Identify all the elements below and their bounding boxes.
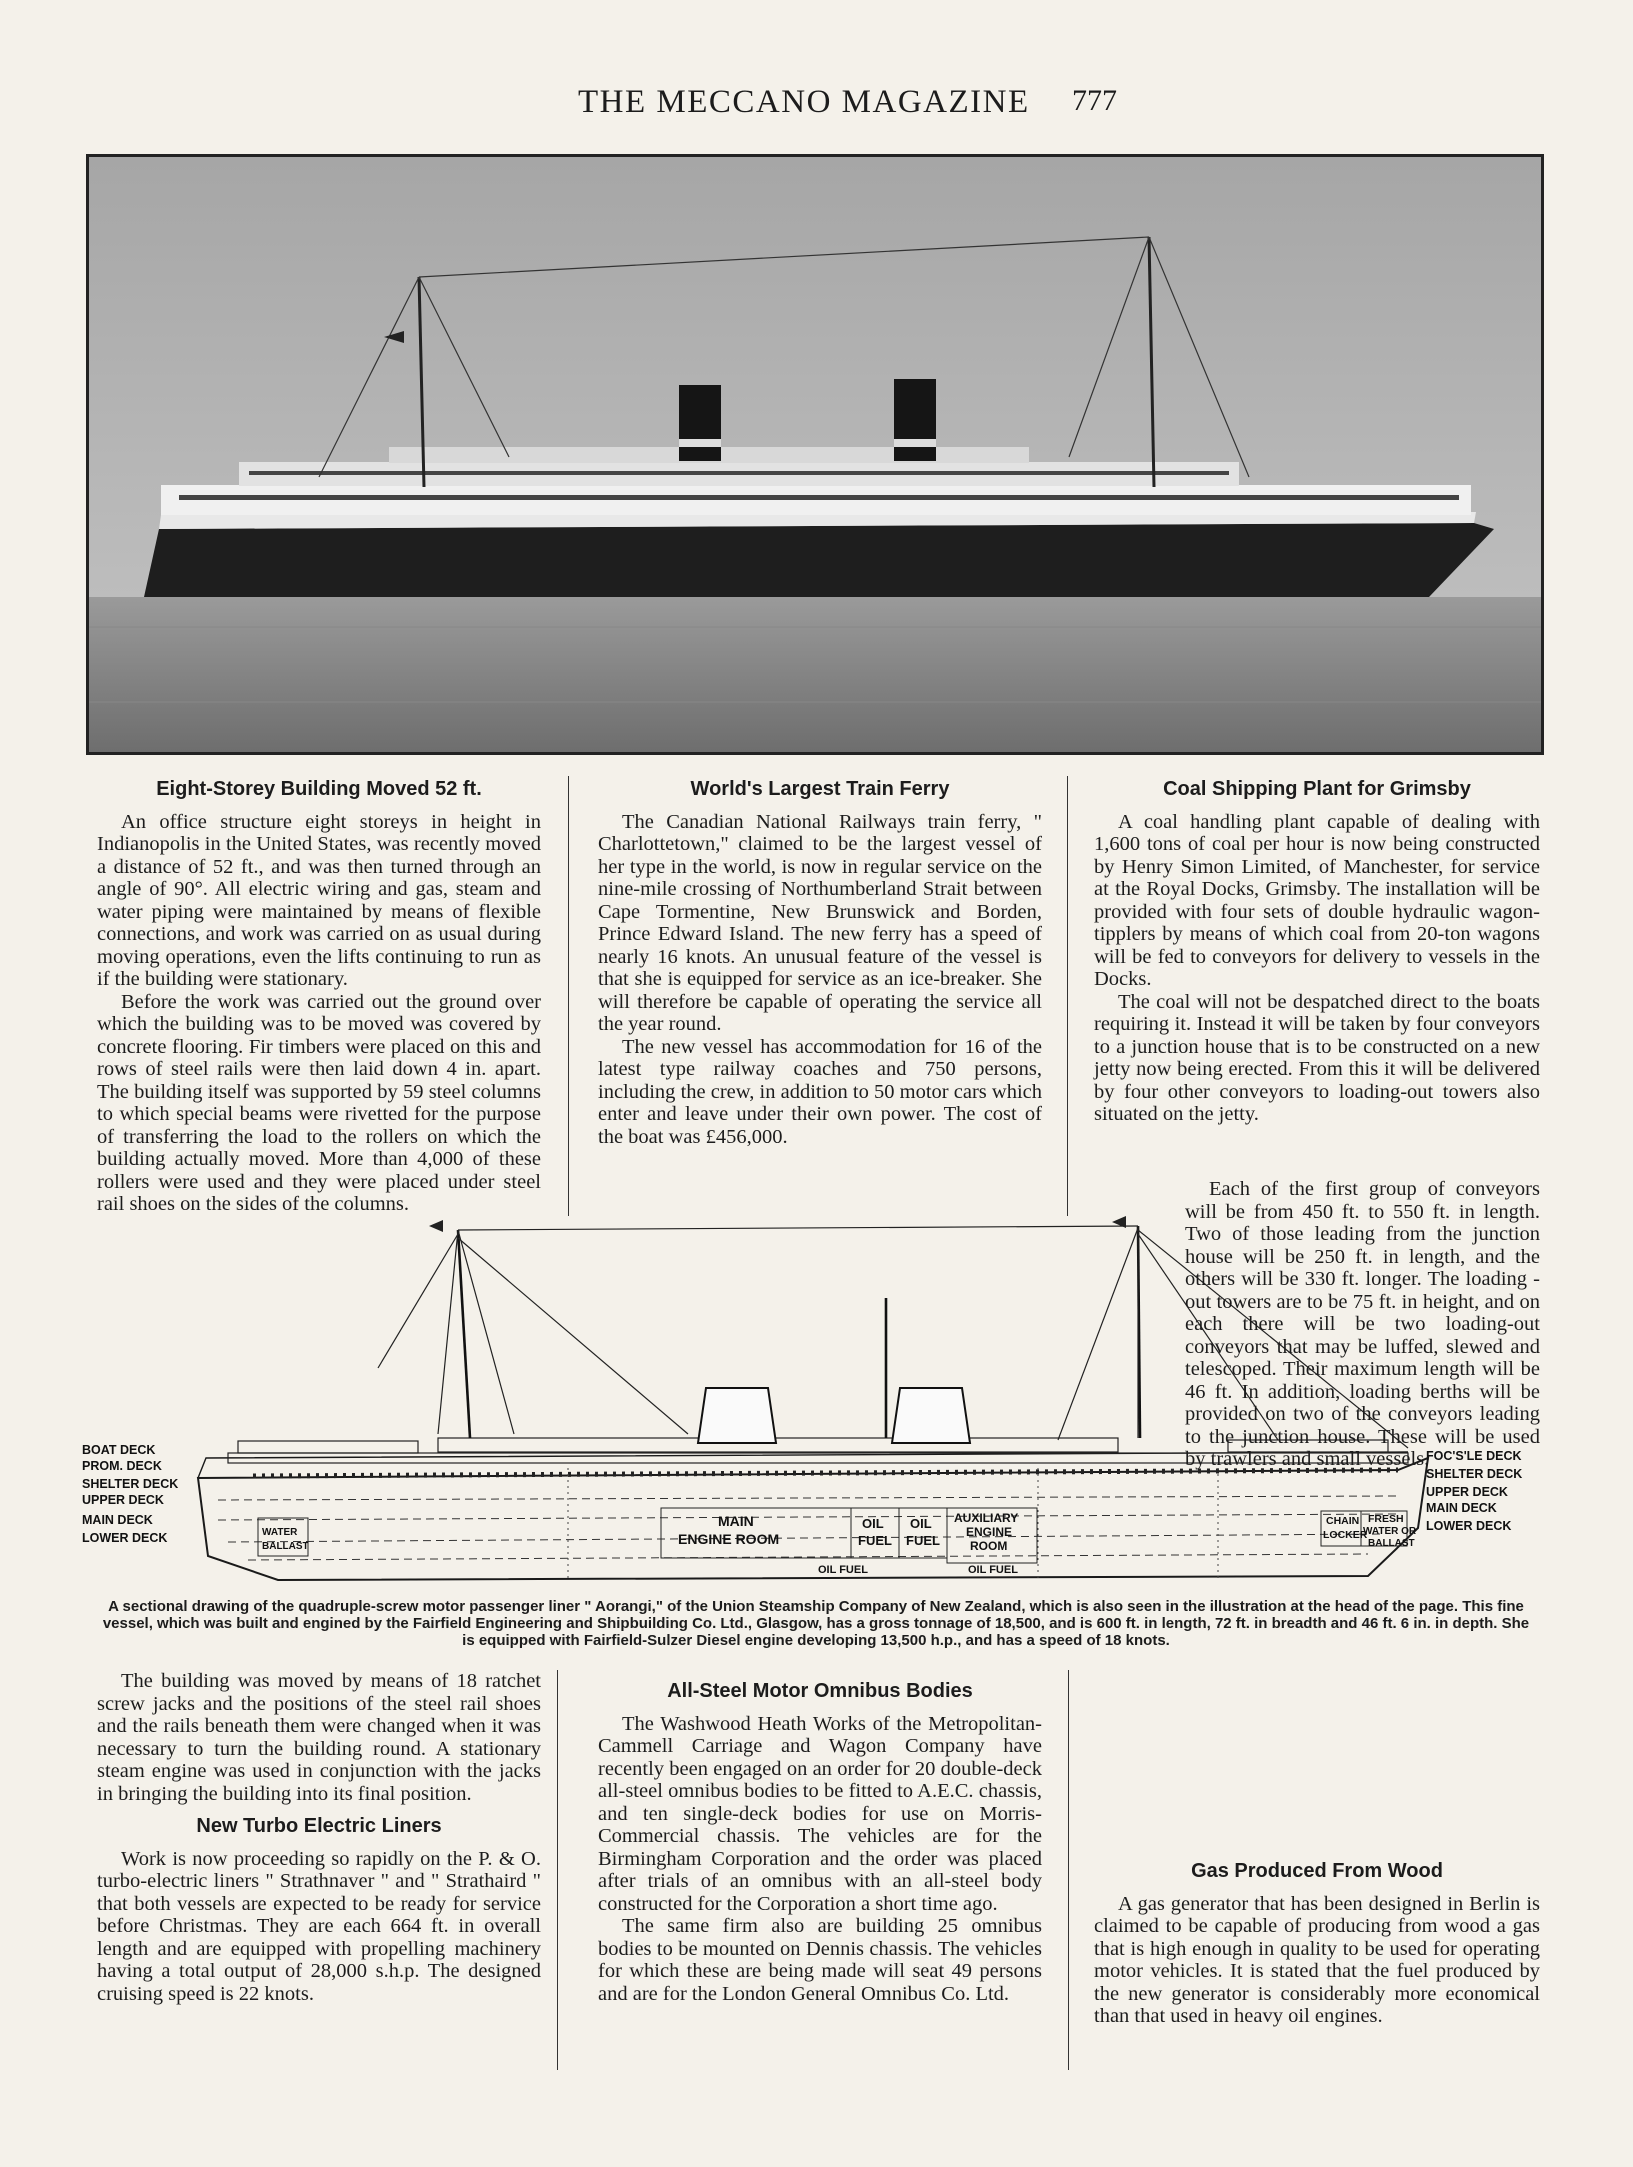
deck-label: LOWER DECK [82, 1531, 168, 1545]
paragraph: The building was moved by means of 18 ratchet screw jacks and the positions of the steel rail shoes and the rails beneath them were changed when it was necessary to turn the building round. A stationary steam engine was used in conjunction with the jacks in bringing the building into its final position. [97, 1670, 541, 1805]
compartment-label: MAIN [718, 1513, 754, 1529]
deck-label: SHELTER DECK [1426, 1467, 1523, 1481]
compartment-label: OIL [910, 1516, 932, 1531]
compartment-label: ROOM [970, 1539, 1008, 1553]
paragraph: A coal handling plant capable of dealing with 1,600 tons of coal per hour is now being constructed by Henry Simon Limited, of Manchester, for service at the Royal Docks, Grimsby. The installation will be provided with four sets of double hydraulic wagon-tipplers by means of which coal from 20-ton wagons will be fed to conveyors for delivery to vessels in the Docks. [1094, 810, 1540, 990]
compartment-label: WATER [262, 1527, 298, 1538]
paragraph: An office structure eight storeys in height in Indianopolis in the United States, was recently moved a distance of 52 ft., and was then turned through an angle of 90°. All electric wiring and gas, steam and water piping were maintained by means of flexible connections, and work was carried on as usual during moving operations, even the lifts continuing to run as if the building were stationary. [97, 810, 541, 990]
paragraph: The same firm also are building 25 omnibus bodies to be mounted on Dennis chassis. The vehicles for which these are being made will seat 49 persons and are for the London General Omnibus Co. Ltd. [598, 1915, 1042, 2005]
column-3-top [1094, 778, 1540, 1126]
diagram-caption: A sectional drawing of the quadruple-screw motor passenger liner " Aorangi," of the Union Steamship Company of New Zealand, which is also seen in the illustration at the head of the page. This fine vessel, which was built and engined by the Fairfield Engineering and Shipbuilding Co. Ltd., Glasgow, has a gross tonnage of 18,500, and is 600 ft. in length, 72 ft. in breadth and 46 ft. 6 in. in depth. She is equipped with Fairfield-Sulzer Diesel engine developing 13,500 h.p., and has a speed of 18 knots. [102, 1598, 1530, 1649]
article-title: Coal Shipping Plant for Grimsby [1163, 778, 1471, 800]
compartment-label: ENGINE ROOM [678, 1531, 780, 1547]
column-3-bottom [1094, 1860, 1540, 2028]
compartment-label: FRESH [1368, 1513, 1404, 1525]
column-2-top [598, 778, 1042, 1148]
column-2-bottom [598, 1680, 1042, 2005]
deck-label: FOC'S'LE DECK [1426, 1449, 1522, 1463]
article-title: All-Steel Motor Omnibus Bodies [667, 1680, 973, 1702]
deck-label: PROM. DECK [82, 1459, 162, 1473]
magazine-title: THE MECCANO MAGAZINE [578, 84, 1030, 120]
deck-label: BOAT DECK [82, 1443, 156, 1457]
compartment-label: FUEL [906, 1533, 940, 1548]
deck-label: UPPER DECK [82, 1493, 164, 1507]
page-number: 777 [1072, 84, 1117, 117]
deck-label: LOWER DECK [1426, 1519, 1512, 1533]
paragraph: Each of the first group of conveyors will be from 450 ft. to 550 ft. in length. Two of those leading from the junction house will be 250 ft. in length, and the others will be 330 ft. longer. The loading - out towers are to be 75 ft. in height, and on each there will be two loading-out conveyors that may be luffed, slewed and telescoped. Their maximum length will be 46 ft. In addition, loading berths will be provided on two of the conveyors leading to the junction house. These will be used by trawlers and small vessels. [1185, 1178, 1540, 1470]
column-rule [557, 1670, 558, 2070]
deck-label: SHELTER DECK [82, 1477, 179, 1491]
compartment-label: OIL FUEL [818, 1564, 868, 1576]
compartment-label: WATER OR [1363, 1526, 1417, 1537]
liner-photo-illustration [89, 157, 1541, 752]
paragraph: A gas generator that has been designed in Berlin is claimed to be capable of producing from wood a gas that is high enough in quality to be used for operating motor vehicles. It is stated that the fuel produced by the new generator is considerably more economical than that used in heavy oil engines. [1094, 1892, 1540, 2027]
paragraph: The Washwood Heath Works of the Metropolitan-Cammell Carriage and Wagon Company have recently been engaged on an order for 20 double-deck all-steel omnibus bodies to be fitted to A.E.C. chassis, and ten single-deck bodies for use on Morris-Commercial chassis. The vehicles are for the Birmingham Corporation and the order was placed after trials of an omnibus with an all-steel body constructed for the Corporation a short time ago. [598, 1712, 1042, 1915]
compartment-label: LOCKER [1323, 1529, 1368, 1541]
paragraph: The new vessel has accommodation for 16 of the latest type railway coaches and 750 persons, including the crew, in addition to 50 motor cars which enter and leave under their own power. The cost of the boat was £456,000. [598, 1035, 1042, 1148]
compartment-label: OIL FUEL [968, 1564, 1018, 1576]
deck-label: MAIN DECK [82, 1513, 153, 1527]
compartment-label: ENGINE [966, 1525, 1013, 1539]
paragraph: Work is now proceeding so rapidly on the P. & O. turbo-electric liners " Strathnaver " and " Strathaird " that both vessels are expected to be ready for service before Christmas. They are each 664 ft. in overall length and are equipped with propelling machinery having a total output of 28,000 s.h.p. The designed cruising speed is 22 knots. [97, 1847, 541, 2005]
column-rule [568, 776, 569, 1216]
deck-label: MAIN DECK [1426, 1501, 1497, 1515]
compartment-label: OIL [862, 1516, 884, 1531]
compartment-label: BALLAST [1368, 1538, 1415, 1549]
article-title: World's Largest Train Ferry [690, 778, 950, 800]
paragraph: The coal will not be despatched direct to the boats requiring it. Instead it will be taken by four conveyors to a junction house that is to be constructed on a new jetty now being erected. From this it will be delivered by four other conveyors to loading-out towers also situated on the jetty. [1094, 990, 1540, 1125]
column-rule [1067, 776, 1068, 1216]
masthead [0, 84, 1633, 124]
paragraph: The Canadian National Railways train ferry, " Charlottetown," claimed to be the largest vessel of her type in the world, is now in regular service on the nine-mile crossing of Northumberland Strait between Cape Tormentine, New Brunswick and Borden, Prince Edward Island. The new ferry has a speed of nearly 16 knots. An unusual feature of the vessel is that she is equipped for service as an ice-breaker. She will therefore be capable of operating the service all the year round. [598, 810, 1042, 1035]
article-title: Eight-Storey Building Moved 52 ft. [156, 778, 482, 800]
compartment-label: FUEL [858, 1533, 892, 1548]
article-title: Gas Produced From Wood [1191, 1860, 1443, 1882]
deck-label: UPPER DECK [1426, 1485, 1508, 1499]
paragraph: Before the work was carried out the ground over which the building was to be moved was covered by concrete flooring. Fir timbers were placed on this and rows of steel rails were then laid down 4 in. apart. The building itself was supported by 59 steel columns to which special beams were rivetted for the purpose of transferring the load to the rollers on which the building actually moved. More than 4,000 of these rollers were used and they were placed under steel rail shoes on the sides of the columns. [97, 990, 541, 1215]
compartment-label: BALLAST [262, 1541, 309, 1552]
column-rule [1068, 1670, 1069, 2070]
article-title: New Turbo Electric Liners [196, 1815, 442, 1837]
column-1-top [97, 778, 541, 1216]
ship-photograph [86, 154, 1544, 755]
compartment-label: AUXILIARY [954, 1511, 1019, 1525]
compartment-label: CHAIN [1326, 1515, 1360, 1527]
column-1-bottom [97, 1670, 541, 2005]
right-deck-labels [1426, 1449, 1522, 1533]
left-deck-labels [82, 1443, 178, 1545]
